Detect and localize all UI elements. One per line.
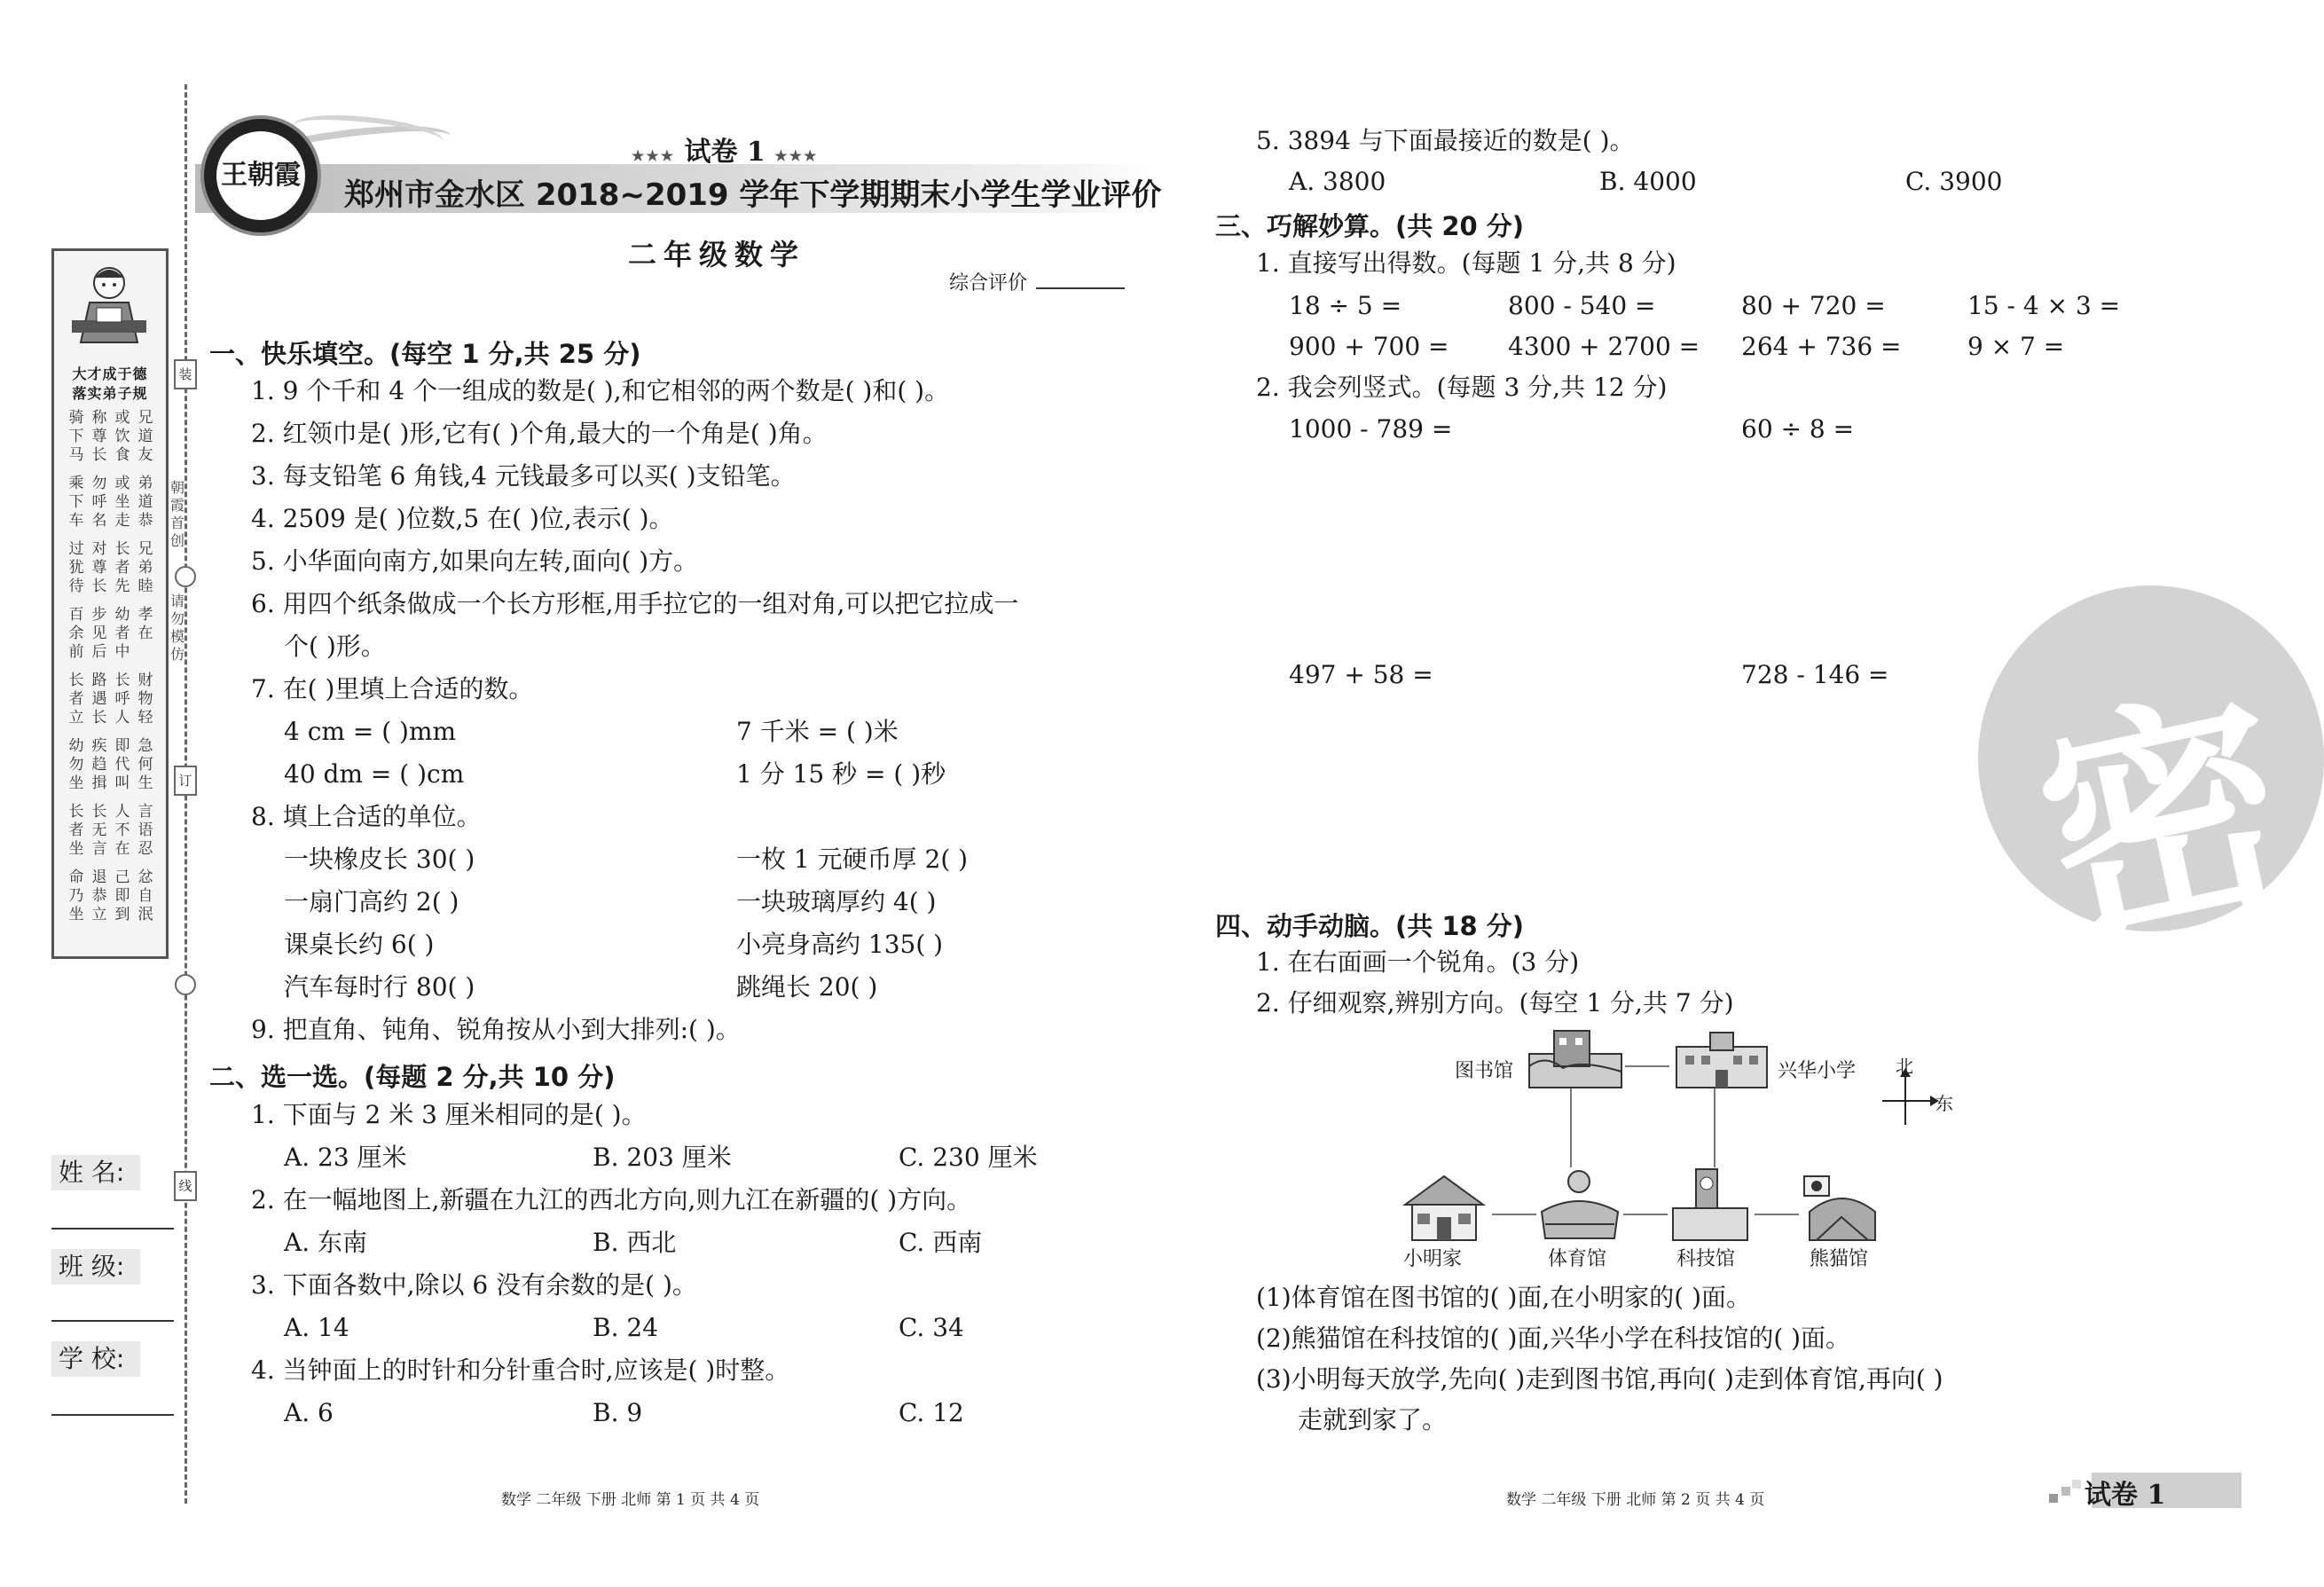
q8-item: 一块玻璃厚约 4( ) (736, 887, 937, 916)
school-label: 兴华小学 (1778, 1060, 1857, 1082)
section-2-heading: 二、选一选。(每题 2 分,共 10 分) (209, 1062, 616, 1092)
poem-column: 长 者 立 (68, 672, 84, 727)
poem-block (63, 868, 159, 931)
section-4-sub-2: 2. 仔细观察,辨别方向。(每空 1 分,共 7 分) (1256, 988, 1734, 1017)
poem-column: 幼 者 中 (114, 606, 130, 661)
publisher-logo (200, 115, 321, 236)
option: B. 4000 (1599, 167, 1697, 196)
tech-museum-icon (1669, 1164, 1751, 1244)
gym-label: 体育馆 (1548, 1248, 1607, 1270)
corner-decoration (2047, 1476, 2083, 1506)
q8-item: 一扇门高约 2( ) (284, 887, 459, 916)
poem-column: 或 饮 食 (114, 409, 130, 464)
compass-north-axis (1904, 1073, 1906, 1125)
poem-column: 命 乃 坐 (68, 868, 84, 923)
star-decoration: ★★★ (632, 147, 676, 164)
option: B. 9 (593, 1398, 643, 1427)
direction-question-2: (2)熊猫馆在科技馆的( )面,兴华小学在科技馆的( )面。 (1256, 1324, 1851, 1353)
section-4-sub-1: 1. 在右面画一个锐角。(3 分) (1256, 947, 1580, 977)
compass-east-label: 东 (1935, 1093, 1953, 1114)
question-2-5: 5. 3894 与下面最接近的数是( )。 (1256, 126, 1635, 155)
poem-column: 长 无 言 (91, 803, 107, 858)
name-field-label: 姓 名: (51, 1155, 140, 1190)
question-1-8: 8. 填上合适的单位。 (251, 802, 482, 831)
q8-item: 一块橡皮长 30( ) (284, 845, 475, 874)
q7-item: 4 cm = ( )mm (284, 717, 457, 746)
poem-block (63, 672, 159, 734)
binding-hole-mark (175, 974, 196, 995)
home-label: 小明家 (1403, 1248, 1463, 1270)
calc-item: 900 + 700 = (1289, 332, 1449, 361)
question-1-7: 7. 在( )里填上合适的数。 (251, 674, 534, 703)
question-1-2: 2. 红领巾是( )形,它有( )个角,最大的一个角是( )角。 (251, 419, 828, 448)
section-4-heading: 四、动手动脑。(共 18 分) (1215, 911, 1525, 941)
calc-item: 18 ÷ 5 = (1289, 291, 1402, 320)
name-field-line[interactable] (51, 1228, 174, 1230)
vertical-note-2: 请 勿 模 仿 (169, 593, 185, 663)
q7-item: 40 dm = ( )cm (284, 759, 465, 789)
question-1-9: 9. 把直角、钝角、锐角按从小到大排列:( )。 (251, 1015, 741, 1044)
question-2-2: 2. 在一幅地图上,新疆在九江的西北方向,则九江在新疆的( )方向。 (251, 1185, 972, 1214)
poem-block (63, 737, 159, 799)
binding-mark-box: 订 (174, 766, 197, 796)
panda-house-icon (1801, 1173, 1882, 1244)
poem-column: 勿 呼 名 (91, 475, 107, 530)
question-1-4: 4. 2509 是( )位数,5 在( )位,表示( )。 (251, 504, 674, 533)
poem-area (61, 409, 159, 941)
calc-item: 4300 + 2700 = (1508, 332, 1700, 361)
map-road (1714, 1088, 1716, 1167)
poem-column: 言 语 忍 (137, 803, 153, 858)
option: A. 3800 (1289, 167, 1386, 196)
option: B. 203 厘米 (593, 1143, 732, 1172)
library-label: 图书馆 (1455, 1060, 1514, 1082)
poem-column: 长 者 先 (114, 540, 130, 595)
poem-column: 财 物 轻 (137, 672, 153, 727)
question-2-4: 4. 当钟面上的时针和分针重合时,应该是( )时整。 (251, 1355, 790, 1385)
exam-number-label (632, 130, 818, 169)
star-decoration: ★★★ (774, 147, 819, 164)
option: C. 230 厘米 (899, 1143, 1038, 1172)
q8-item: 小亮身高约 135( ) (736, 930, 944, 959)
compass-north-label: 北 (1896, 1056, 1913, 1077)
question-1-6-cont: 个( )形。 (284, 632, 386, 661)
direction-question-3: (3)小明每天放学,先向( )走到图书馆,再向( )走到体育馆,再向( ) (1256, 1364, 1943, 1394)
calc-item: 264 + 736 = (1741, 332, 1902, 361)
poem-column: 人 不 在 (114, 803, 130, 858)
question-2-1: 1. 下面与 2 米 3 厘米相同的是( )。 (251, 1100, 647, 1129)
poem-column: 忿 自 泯 (137, 868, 153, 923)
q8-item: 一枚 1 元硬币厚 2( ) (736, 845, 969, 874)
poem-column: 过 犹 待 (68, 540, 84, 595)
calc-item: 15 - 4 × 3 = (1967, 291, 2121, 320)
gym-building-icon (1536, 1169, 1623, 1244)
school-field-line[interactable] (51, 1414, 174, 1416)
calc-item: 800 - 540 = (1508, 291, 1656, 320)
direction-question-1: (1)体育馆在图书馆的( )面,在小明家的( )面。 (1256, 1283, 1752, 1312)
q8-item: 汽车每时行 80( ) (284, 972, 475, 1002)
calc-item: 80 + 720 = (1741, 291, 1886, 320)
question-1-6: 6. 用四个纸条做成一个长方形框,用手拉它的一组对角,可以把它拉成一 (251, 589, 1019, 618)
exam-number-text: 试卷 1 (684, 137, 766, 168)
class-field-line[interactable] (51, 1320, 174, 1322)
poem-column: 弟 道 恭 (137, 475, 153, 530)
section-3-heading: 三、巧解妙算。(共 20 分) (1215, 211, 1525, 241)
confidential-seal (1978, 585, 2324, 984)
option: C. 34 (899, 1313, 964, 1342)
poem-column: 称 尊 长 (91, 409, 107, 464)
poem-column: 对 尊 长 (91, 540, 107, 595)
q7-item: 1 分 15 秒 = ( )秒 (736, 759, 946, 789)
q7-item: 7 千米 = ( )米 (736, 717, 899, 746)
library-building-icon (1527, 1027, 1623, 1089)
vertical-calc-item: 728 - 146 = (1741, 660, 1889, 689)
map-road (1570, 1088, 1572, 1167)
class-field-label: 班 级: (51, 1249, 140, 1285)
subject-title: 二年级数学 (628, 238, 806, 271)
poem-column: 路 遇 长 (91, 672, 107, 727)
option: A. 14 (284, 1313, 349, 1342)
map-road (1755, 1214, 1799, 1215)
rating-field (949, 268, 1125, 295)
poem-column: 退 恭 立 (91, 868, 107, 923)
vertical-note-1: 朝 霞 首 创 (169, 479, 185, 549)
rating-blank[interactable] (1036, 271, 1125, 289)
logo-text: 王朝霞 (216, 131, 305, 220)
section-3-sub-1: 1. 直接写出得数。(每题 1 分,共 8 分) (1256, 248, 1676, 278)
poem-column: 步 见 后 (91, 606, 107, 661)
north-arrow-icon (1900, 1068, 1911, 1077)
map-road (1625, 1065, 1669, 1067)
panda-house-label: 熊猫馆 (1810, 1248, 1869, 1270)
question-2-3: 3. 下面各数中,除以 6 没有余数的是( )。 (251, 1270, 697, 1300)
scholar-illustration (63, 258, 155, 356)
binding-hole-mark (175, 566, 196, 587)
seal-character: 密 (2017, 659, 2311, 984)
home-house-icon (1400, 1173, 1488, 1244)
poem-block (63, 803, 159, 865)
option: C. 12 (899, 1398, 964, 1427)
poem-column: 孝 在 (137, 606, 153, 642)
option: A. 6 (284, 1398, 334, 1427)
motto-panel (51, 248, 169, 959)
poem-block (63, 475, 159, 537)
compass-east-axis (1882, 1100, 1932, 1102)
school-field-label: 学 校: (51, 1341, 140, 1377)
vertical-calc-item: 1000 - 789 = (1289, 414, 1453, 444)
direction-question-3-cont: 走就到家了。 (1298, 1405, 1448, 1434)
q8-item: 课桌长约 6( ) (284, 930, 435, 959)
poem-column: 疾 趋 揖 (91, 737, 107, 792)
footer-right: 数学 二年级 下册 北师 第 2 页 共 4 页 (1506, 1491, 1765, 1509)
motto-line-2: 落实弟子规 (72, 385, 148, 402)
option: B. 西北 (593, 1228, 677, 1257)
poem-column: 乘 下 车 (68, 475, 84, 530)
question-1-1: 1. 9 个千和 4 个一组成的数是( ),和它相邻的两个数是( )和( )。 (251, 376, 950, 405)
footer-left: 数学 二年级 下册 北师 第 1 页 共 4 页 (501, 1491, 760, 1509)
poem-column: 或 坐 走 (114, 475, 130, 530)
poem-column: 百 余 前 (68, 606, 84, 661)
poem-column: 兄 弟 睦 (137, 540, 153, 595)
poem-column: 幼 勿 坐 (68, 737, 84, 792)
poem-block (63, 540, 159, 602)
poem-column: 即 代 叫 (114, 737, 130, 792)
rating-label: 综合评价 (949, 272, 1028, 295)
poem-column: 骑 下 马 (68, 409, 84, 464)
option: C. 西南 (899, 1228, 983, 1257)
poem-column: 己 即 到 (114, 868, 130, 923)
binding-mark-box: 装 (174, 359, 197, 389)
poem-column: 长 呼 人 (114, 672, 130, 727)
exam-title: 郑州市金水区 2018~2019 学年下学期期末小学生学业评价 (344, 177, 1162, 213)
corner-exam-label: 试卷 1 (2085, 1480, 2166, 1511)
poem-column: 兄 道 友 (137, 409, 153, 464)
poem-block (63, 409, 159, 471)
vertical-calc-item: 497 + 58 = (1289, 660, 1433, 689)
section-1-heading: 一、快乐填空。(每空 1 分,共 25 分) (209, 339, 641, 369)
poem-column: 长 者 坐 (68, 803, 84, 858)
poem-block (63, 606, 159, 668)
binding-mark-box: 线 (174, 1171, 197, 1201)
poem-column: 急 何 生 (137, 737, 153, 792)
school-building-icon (1673, 1029, 1770, 1089)
question-1-3: 3. 每支铅笔 6 角钱,4 元钱最多可以买( )支铅笔。 (251, 461, 796, 491)
calc-item: 9 × 7 = (1967, 332, 2065, 361)
motto-line-1: 大才成于德 (72, 365, 148, 382)
map-road (1492, 1214, 1536, 1215)
question-1-5: 5. 小华面向南方,如果向左转,面向( )方。 (251, 546, 699, 576)
option: B. 24 (593, 1313, 659, 1342)
map-road (1623, 1214, 1668, 1215)
option: A. 东南 (284, 1228, 368, 1257)
option: A. 23 厘米 (284, 1143, 407, 1172)
option: C. 3900 (1905, 167, 2003, 196)
section-3-sub-2: 2. 我会列竖式。(每题 3 分,共 12 分) (1256, 373, 1668, 402)
q8-item: 跳绳长 20( ) (736, 972, 878, 1002)
tech-museum-label: 科技馆 (1676, 1248, 1736, 1270)
vertical-calc-item: 60 ÷ 8 = (1741, 414, 1855, 444)
